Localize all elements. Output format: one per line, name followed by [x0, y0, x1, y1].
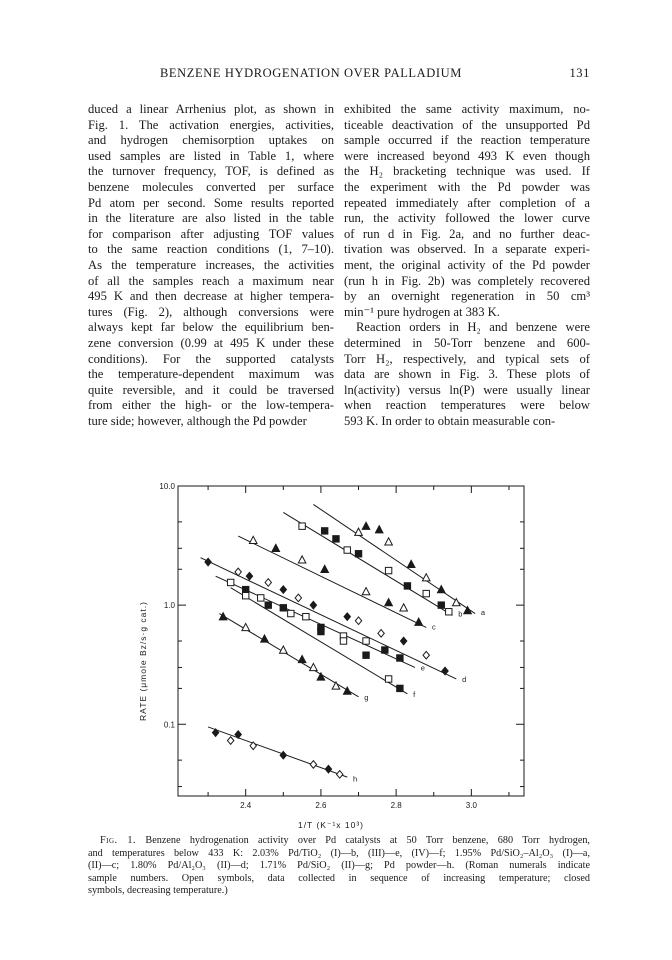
right-column-line: determined in 50-Torr benzene and 600-	[344, 335, 590, 350]
right-column-line: data are shown in Fig. 3. These plots of	[344, 367, 590, 382]
series-label-c: c	[431, 622, 436, 632]
y-tick-label: 1.0	[163, 601, 175, 611]
left-column-line: always kept far below the equilibrium ben-	[88, 320, 334, 335]
data-point-b	[404, 583, 410, 589]
data-point-f	[385, 676, 391, 682]
data-point-h	[280, 751, 286, 759]
series-label-a: a	[480, 607, 486, 617]
data-point-c	[400, 604, 408, 611]
right-column-line: when reaction temperatures were below	[344, 398, 590, 413]
x-tick-label: 2.8	[390, 801, 402, 810]
running-head	[90, 66, 590, 84]
left-column-line: to the same reaction conditions (1, 7–10).	[88, 242, 334, 257]
data-point-f	[340, 638, 346, 644]
caption-label: Fig. 1.	[100, 835, 137, 846]
series-label-h: h	[353, 774, 358, 784]
left-column-line: 495 K and then decrease at higher tempera-	[88, 289, 334, 304]
data-point-d	[344, 613, 350, 621]
series-label-e: e	[420, 663, 425, 673]
data-point-c	[321, 565, 329, 572]
data-point-a	[362, 522, 370, 529]
data-point-a	[375, 526, 383, 533]
data-point-d	[295, 594, 301, 602]
right-column-line: Torr H₂, respectively, and typical sets of	[344, 351, 590, 366]
x-tick-label: 3.0	[465, 801, 477, 810]
data-point-f	[288, 610, 294, 616]
data-point-f	[242, 593, 248, 599]
left-column-line: used samples are listed in Table 1, where	[88, 148, 334, 163]
data-point-b	[321, 528, 327, 534]
right-text-column	[344, 102, 590, 429]
caption-line: (II)—c; 1.80% Pd/Al₂O₃ (II)—d; 1.71% Pd/SiO₂ (II)—g; Pd powder—h. (Roman numerals indicate	[88, 860, 590, 872]
data-point-d	[280, 586, 286, 594]
data-point-c	[415, 618, 423, 625]
running-title: BENZENE HYDROGENATION OVER PALLADIUM	[160, 66, 463, 80]
caption-line	[88, 835, 590, 848]
data-point-b	[385, 567, 391, 573]
plot-frame	[178, 486, 524, 796]
data-point-a	[355, 528, 363, 535]
right-column-line: were increased beyond 493 K even though	[344, 148, 590, 163]
data-point-d	[310, 601, 316, 609]
data-point-d	[423, 651, 429, 659]
data-point-f	[265, 602, 271, 608]
series-label-f: f	[413, 689, 416, 699]
data-point-h	[325, 765, 331, 773]
left-column-line: tures (Fig. 2), although conversions were	[88, 304, 334, 319]
data-point-g	[280, 646, 288, 653]
figure-1	[120, 476, 560, 836]
data-point-a	[422, 574, 430, 581]
data-point-e	[303, 613, 309, 619]
right-column-line: repeated immediately after completion of a	[344, 195, 590, 210]
data-point-b	[438, 602, 444, 608]
right-column-line: the experiment with the Pd powder was	[344, 179, 590, 194]
figure-caption	[88, 835, 590, 898]
left-column-line: the temperature-dependent maximum was	[88, 367, 334, 382]
data-point-b	[423, 590, 429, 596]
data-point-d	[246, 572, 252, 580]
y-tick-label: 0.1	[163, 720, 175, 730]
caption-line: symbols, decreasing temperature.)	[88, 885, 228, 897]
right-column-line: exhibited the same activity maximum, no-	[344, 102, 590, 116]
left-column-line: and hydrogen chemisorption uptakes on	[88, 133, 334, 148]
data-point-c	[298, 556, 306, 563]
data-point-d	[355, 617, 361, 625]
data-point-a	[385, 538, 393, 545]
data-point-e	[280, 605, 286, 611]
data-point-e	[258, 595, 264, 601]
data-point-b	[355, 551, 361, 557]
left-column-line: quite reversible, and it could be traversed	[88, 382, 334, 397]
right-column-line: min⁻¹ pure hydrogen at 383 K.	[344, 304, 500, 319]
data-point-g	[310, 663, 318, 670]
data-point-c	[362, 588, 370, 595]
right-column-line: 593 K. In order to obtain measurable con-	[344, 413, 556, 428]
left-column-line: for comparison after adjusting TOF values	[88, 226, 334, 241]
data-point-h	[310, 761, 316, 769]
series-label-b: b	[458, 609, 463, 619]
data-point-d	[400, 637, 406, 645]
right-column-line: Reaction orders in H₂ and benzene were	[356, 320, 590, 335]
data-point-h	[337, 771, 343, 779]
data-point-e	[397, 655, 403, 661]
left-column-line: duced a linear Arrhenius plot, as shown in	[88, 102, 334, 116]
left-column-line: benzene molecules converted per surface	[88, 179, 334, 194]
data-point-d	[442, 667, 448, 675]
right-column-line: run, the activity followed the lower curve	[344, 211, 590, 226]
page-number: 131	[569, 66, 590, 80]
x-axis-label: 1/T (K⁻¹x 10³)	[297, 820, 365, 830]
right-column-line: the H₂ bracketing technique was used. If	[344, 164, 590, 179]
series-label-g: g	[364, 692, 369, 702]
arrhenius-plot	[120, 476, 560, 836]
series-label-d: d	[462, 674, 467, 684]
data-point-h	[227, 737, 233, 745]
x-tick-label: 2.4	[240, 801, 252, 810]
right-column-line: sample occurred if the reaction temperature	[344, 133, 590, 148]
left-column-line: from either the high- or the low-tempera-	[88, 398, 334, 413]
data-point-h	[250, 742, 256, 750]
data-point-e	[382, 647, 388, 653]
caption-text: Benzene hydrogenation activity over Pd catalysts at 50 Torr benzene, 680 Torr hydrogen,	[136, 835, 590, 846]
data-point-e	[363, 638, 369, 644]
data-point-c	[249, 536, 257, 543]
data-point-b	[344, 547, 350, 553]
left-column-line: ture side; however, although the Pd powder	[88, 413, 307, 428]
left-column-line: the turnover frequency, TOF, is defined as	[88, 164, 334, 179]
right-column-line: of run d in Fig. 2a, and no further deac-	[344, 226, 590, 241]
data-point-e	[242, 586, 248, 592]
data-point-f	[363, 652, 369, 658]
right-column-line: by an overnight regeneration in 50 cm³	[344, 289, 590, 304]
right-column-line: ticeable deactivation of the unsupported Pd	[344, 117, 590, 132]
data-point-b	[299, 523, 305, 529]
caption-line: and temperatures below 433 K: 2.03% Pd/TiO₂ (I)—b, (III)—e, (IV)—f; 1.95% Pd/SiO₂–Al₂O₃ (I)—a,	[88, 847, 590, 859]
data-point-d	[205, 558, 211, 566]
right-column-line: ln(activity) versus ln(P) were usually linear	[344, 382, 590, 397]
left-column-line: of all the samples reach a maximum near	[88, 273, 334, 288]
left-column-line: Pd atom per second. Some results reported	[88, 195, 334, 210]
data-point-g	[242, 623, 250, 630]
data-point-a	[407, 560, 415, 567]
left-column-line: As the temperature increases, the activities	[88, 257, 334, 272]
data-point-b	[446, 609, 452, 615]
left-column-line: zene conversion (0.99 at 495 K under these	[88, 335, 334, 350]
data-point-e	[227, 579, 233, 585]
data-point-c	[385, 599, 393, 606]
left-column-line: Fig. 1. The activation energies, activities,	[88, 117, 334, 132]
right-column-line: (run h in Fig. 2b) was completely recovered	[344, 273, 590, 288]
data-point-f	[397, 685, 403, 691]
data-point-g	[298, 655, 306, 662]
right-column-line: tivation was observed. In a separate experi-	[344, 242, 590, 257]
fit-line-a	[313, 504, 475, 613]
data-point-b	[333, 536, 339, 542]
data-point-d	[378, 630, 384, 638]
caption-line: sample numbers. Open symbols, data collected in sequence of increasing temperature; closed	[88, 872, 590, 884]
right-column-line: ment, the original activity of the Pd powder	[344, 257, 590, 272]
y-tick-label: 10.0	[159, 482, 175, 491]
y-axis-label: RATE (μmole Bz/s·g cat.)	[138, 601, 148, 721]
left-text-column	[88, 102, 334, 429]
data-point-d	[265, 579, 271, 587]
data-point-c	[272, 544, 280, 551]
fit-line-d	[201, 558, 457, 679]
left-column-line: in the literature are also listed in the table	[88, 211, 334, 226]
left-column-line: conditions). For the supported catalysts	[88, 351, 334, 366]
x-tick-label: 2.6	[315, 801, 327, 810]
data-point-f	[318, 628, 324, 634]
